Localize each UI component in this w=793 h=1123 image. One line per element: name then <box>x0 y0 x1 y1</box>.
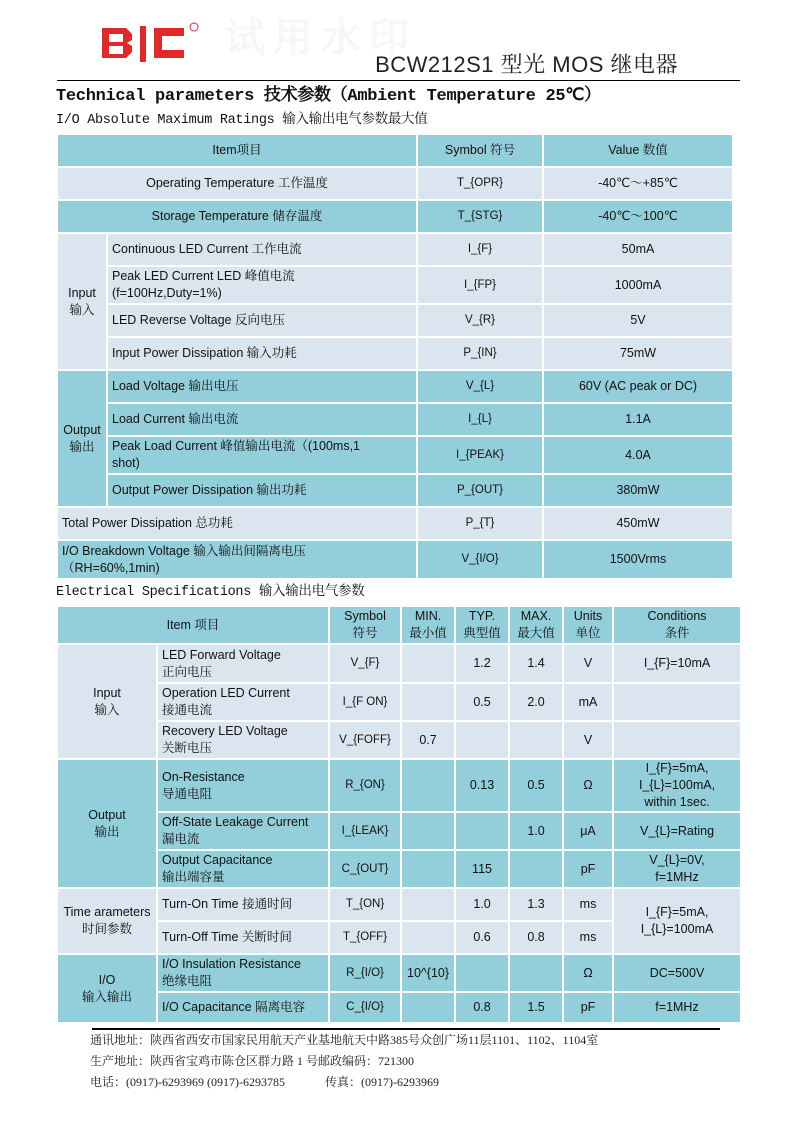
watermark: 试用水印 <box>225 16 417 60</box>
param-symbol: V_{FOFF} <box>329 721 401 759</box>
electrical-spec-table <box>56 605 742 1024</box>
group-label: Time arameters 时间参数 <box>57 888 157 954</box>
column-header-max: MAX. 最大值 <box>509 606 563 644</box>
param-name: On-Resistance 导通电阻 <box>157 759 329 812</box>
param-symbol: I_{L} <box>417 403 543 436</box>
param-unit: V <box>563 644 613 683</box>
table-row <box>57 812 741 850</box>
param-symbol: P_{OUT} <box>417 474 543 507</box>
param-name: I/O Breakdown Voltage 输入输出间隔离电压 （RH=60%,1min) <box>57 540 417 579</box>
param-typ <box>455 812 509 850</box>
param-max: 1.0 <box>509 812 563 850</box>
param-typ: 0.5 <box>455 683 509 721</box>
param-value: 75mW <box>543 337 733 370</box>
param-typ: 115 <box>455 850 509 888</box>
param-value: 1000mA <box>543 266 733 304</box>
param-min <box>401 812 455 850</box>
param-value: 1.1A <box>543 403 733 436</box>
table-row <box>57 507 733 540</box>
column-header-typ: TYP. 典型值 <box>455 606 509 644</box>
param-symbol: V_{F} <box>329 644 401 683</box>
param-condition: I_{F}=5mA, I_{L}=100mA <box>613 888 741 954</box>
param-name: Turn-Off Time 关断时间 <box>157 921 329 954</box>
column-header-min: MIN. 最小值 <box>401 606 455 644</box>
param-name: Input Power Dissipation 输入功耗 <box>107 337 417 370</box>
param-unit: Ω <box>563 954 613 992</box>
param-condition: f=1MHz <box>613 992 741 1023</box>
column-header-conditions: Conditions 条件 <box>613 606 741 644</box>
param-unit: pF <box>563 992 613 1023</box>
param-symbol: I_{LEAK} <box>329 812 401 850</box>
param-unit: pF <box>563 850 613 888</box>
param-symbol: P_{T} <box>417 507 543 540</box>
table-row <box>57 850 741 888</box>
param-condition: V_{L}=Rating <box>613 812 741 850</box>
table-row <box>57 954 741 992</box>
param-name: Output Power Dissipation 输出功耗 <box>107 474 417 507</box>
param-min <box>401 644 455 683</box>
param-value: 380mW <box>543 474 733 507</box>
param-min: 0.7 <box>401 721 455 759</box>
param-typ <box>455 721 509 759</box>
param-typ: 0.13 <box>455 759 509 812</box>
table-row <box>57 721 741 759</box>
footer-address: 通讯地址：陕西省西安市国家民用航天产业基地航天中路385号众创广场11层1101、1102、1104室 <box>90 1033 599 1047</box>
param-max: 2.0 <box>509 683 563 721</box>
table-row <box>57 436 733 474</box>
param-symbol: R_{ON} <box>329 759 401 812</box>
param-unit: mA <box>563 683 613 721</box>
param-condition <box>613 683 741 721</box>
param-min: 10^{10} <box>401 954 455 992</box>
column-header-units: Units 单位 <box>563 606 613 644</box>
footer-fax: 传真：(0917)-6293969 <box>324 1075 439 1089</box>
table-row <box>57 474 733 507</box>
param-symbol: T_{OFF} <box>329 921 401 954</box>
page-title: Technical parameters 技术参数（Ambient Temperature 25℃） <box>56 87 601 106</box>
table-header-row <box>57 134 733 167</box>
group-label: Input 输入 <box>57 644 157 759</box>
param-value: -40℃～+85℃ <box>543 167 733 200</box>
param-symbol: V_{R} <box>417 304 543 337</box>
param-typ <box>455 954 509 992</box>
param-name: Peak LED Current LED 峰值电流 (f=100Hz,Duty=1%) <box>107 266 417 304</box>
absolute-max-table <box>56 133 734 580</box>
table-row <box>57 233 733 266</box>
group-label: Output 输出 <box>57 370 107 507</box>
column-header-symbol: Symbol 符号 <box>329 606 401 644</box>
param-name: Continuous LED Current 工作电流 <box>107 233 417 266</box>
param-name: Load Voltage 输出电压 <box>107 370 417 403</box>
param-name: Peak Load Current 峰值输出电流（(100ms,1 shot) <box>107 436 417 474</box>
column-header-value: Value 数值 <box>543 134 733 167</box>
param-unit: V <box>563 721 613 759</box>
param-name: I/O Insulation Resistance 绝缘电阻 <box>157 954 329 992</box>
table-row <box>57 370 733 403</box>
param-min <box>401 759 455 812</box>
param-symbol: T_{STG} <box>417 200 543 233</box>
param-name: Operating Temperature 工作温度 <box>57 167 417 200</box>
param-value: 5V <box>543 304 733 337</box>
param-typ: 1.2 <box>455 644 509 683</box>
footer-factory: 生产地址：陕西省宝鸡市陈仓区群力路 1 号邮政编码：721300 <box>90 1054 415 1068</box>
param-symbol: I_{F ON} <box>329 683 401 721</box>
elec-spec-heading: Electrical Specifications 输入输出电气参数 <box>56 585 365 600</box>
table-row <box>57 337 733 370</box>
param-value: 60V (AC peak or DC) <box>543 370 733 403</box>
param-name: LED Reverse Voltage 反向电压 <box>107 304 417 337</box>
table-row <box>57 992 741 1023</box>
footer-phone: 电话：(0917)-6293969 (0917)-6293785 <box>90 1075 285 1089</box>
param-max <box>509 850 563 888</box>
param-name: Operation LED Current 接通电流 <box>157 683 329 721</box>
param-name: Load Current 输出电流 <box>107 403 417 436</box>
param-value: -40℃～100℃ <box>543 200 733 233</box>
param-symbol: C_{I/O} <box>329 992 401 1023</box>
table-row <box>57 759 741 812</box>
param-condition: V_{L}=0V, f=1MHz <box>613 850 741 888</box>
param-typ: 0.8 <box>455 992 509 1023</box>
column-header-item: Item项目 <box>57 134 417 167</box>
param-name: Storage Temperature 储存温度 <box>57 200 417 233</box>
param-name: Off-State Leakage Current 漏电流 <box>157 812 329 850</box>
param-name: I/O Capacitance 隔离电容 <box>157 992 329 1023</box>
param-max: 0.5 <box>509 759 563 812</box>
group-label: I/O 输入输出 <box>57 954 157 1023</box>
param-max: 1.3 <box>509 888 563 921</box>
param-value: 450mW <box>543 507 733 540</box>
param-name: Total Power Dissipation 总功耗 <box>57 507 417 540</box>
param-min <box>401 850 455 888</box>
model-title: BCW212S1 型光 MOS 继电器 <box>375 52 678 77</box>
param-max <box>509 954 563 992</box>
param-unit: Ω <box>563 759 613 812</box>
param-symbol: V_{I/O} <box>417 540 543 579</box>
param-min <box>401 921 455 954</box>
param-symbol: I_{FP} <box>417 266 543 304</box>
table-row <box>57 200 733 233</box>
param-typ: 0.6 <box>455 921 509 954</box>
table-row <box>57 304 733 337</box>
param-symbol: T_{ON} <box>329 888 401 921</box>
group-label: Input 输入 <box>57 233 107 370</box>
param-typ: 1.0 <box>455 888 509 921</box>
param-condition: DC=500V <box>613 954 741 992</box>
table-row <box>57 888 741 921</box>
param-symbol: I_{F} <box>417 233 543 266</box>
table-row <box>57 403 733 436</box>
param-condition <box>613 721 741 759</box>
param-value: 4.0A <box>543 436 733 474</box>
page-content <box>56 86 740 1093</box>
footer-contact <box>90 1072 740 1093</box>
param-symbol: V_{L} <box>417 370 543 403</box>
abs-max-heading: I/O Absolute Maximum Ratings 输入输出电气参数最大值 <box>56 113 428 128</box>
param-unit: ms <box>563 921 613 954</box>
param-unit: μA <box>563 812 613 850</box>
column-header-symbol: Symbol 符号 <box>417 134 543 167</box>
param-unit: ms <box>563 888 613 921</box>
param-min <box>401 683 455 721</box>
param-condition: I_{F}=5mA, I_{L}=100mA, within 1sec. <box>613 759 741 812</box>
company-logo <box>100 22 200 64</box>
table-row <box>57 266 733 304</box>
table-row <box>57 683 741 721</box>
param-symbol: I_{PEAK} <box>417 436 543 474</box>
param-max: 1.4 <box>509 644 563 683</box>
table-row <box>57 644 741 683</box>
param-min <box>401 992 455 1023</box>
param-symbol: R_{I/O} <box>329 954 401 992</box>
header-rule <box>57 80 740 81</box>
table-row <box>57 167 733 200</box>
param-name: Turn-On Time 接通时间 <box>157 888 329 921</box>
param-max: 1.5 <box>509 992 563 1023</box>
param-condition: I_{F}=10mA <box>613 644 741 683</box>
table-header-row <box>57 606 741 644</box>
param-symbol: P_{IN} <box>417 337 543 370</box>
param-name: Recovery LED Voltage 关断电压 <box>157 721 329 759</box>
table-row <box>57 540 733 579</box>
column-header-item: Item 项目 <box>57 606 329 644</box>
group-label: Output 输出 <box>57 759 157 888</box>
param-max <box>509 721 563 759</box>
param-min <box>401 888 455 921</box>
param-max: 0.8 <box>509 921 563 954</box>
param-name: Output Capacitance 输出端容量 <box>157 850 329 888</box>
param-value: 1500Vrms <box>543 540 733 579</box>
param-value: 50mA <box>543 233 733 266</box>
param-name: LED Forward Voltage 正向电压 <box>157 644 329 683</box>
param-symbol: T_{OPR} <box>417 167 543 200</box>
param-symbol: C_{OUT} <box>329 850 401 888</box>
